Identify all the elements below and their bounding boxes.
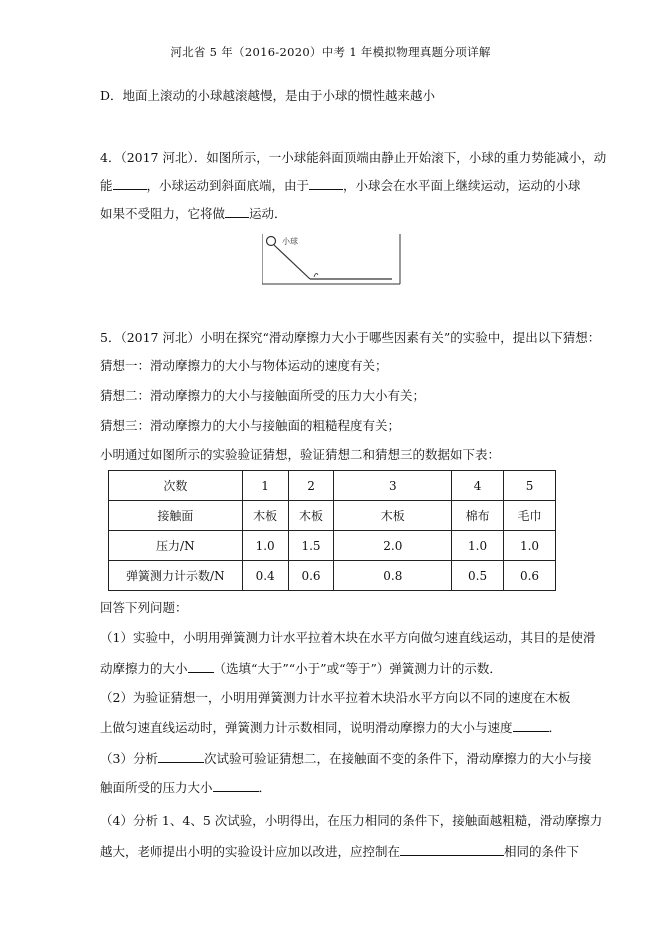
answer-intro: 回答下列问题： <box>100 600 188 615</box>
q5-p2-line2 <box>100 719 561 736</box>
table-cell: 压力/N <box>109 531 243 561</box>
ball-icon <box>267 237 276 246</box>
q5-text: 触面所受的压力大小 <box>100 780 213 795</box>
table-cell: 0.6 <box>288 561 334 591</box>
q5-guess1: 猜想一：滑动摩擦力的大小与物体运动的速度有关； <box>100 358 388 373</box>
q4-text: 如果不受阻力，它将做 <box>100 206 226 221</box>
answer-blank <box>225 205 249 218</box>
answer-blank <box>158 750 204 763</box>
table-row <box>109 561 556 591</box>
q5-text: ． <box>548 720 562 735</box>
q5-p4-line2 <box>100 843 579 860</box>
table-cell: 木板 <box>242 501 288 531</box>
q5-guess3: 猜想三：滑动摩擦力的大小与接触面的粗糙程度有关； <box>100 418 401 433</box>
q4-text: 能 <box>100 178 113 193</box>
table-cell: 1.5 <box>288 531 334 561</box>
q5-p1-line2 <box>100 660 502 677</box>
table-cell: 5 <box>504 471 556 501</box>
q4-line3 <box>100 205 287 222</box>
q4-text: ，小球会在水平面上继续运动，运动的小球 <box>343 178 581 193</box>
q5-text: 越大，老师提出小明的实验设计应加以改进，应控制在 <box>100 844 401 859</box>
incline-line <box>274 245 310 279</box>
q5-table-intro: 小明通过如图所示的实验验证猜想，验证猜想二和猜想三的数据如下表： <box>100 447 501 462</box>
q5-text: 次试验可验证猜想二，在接触面不变的条件下，滑动摩擦力的大小与接 <box>203 751 592 766</box>
page-header: 河北省 5 年（2016-2020）中考 1 年模拟物理真题分项详解 <box>170 45 491 59</box>
q5-p3-line2 <box>100 779 271 796</box>
q5-text: （3）分析 <box>100 751 158 766</box>
table-cell: 0.8 <box>334 561 452 591</box>
q5-text: （选填“大于”“小于”或“等于”）弹簧测力计的示数． <box>213 661 502 676</box>
q5-text: 上做匀速直线运动时，弹簧测力计示数相同，说明滑动摩擦力的大小与速度 <box>100 720 513 735</box>
table-cell: 弹簧测力计示数/N <box>109 561 243 591</box>
table-cell: 0.4 <box>242 561 288 591</box>
table-cell: 1.0 <box>504 531 556 561</box>
answer-blank <box>309 177 343 190</box>
table-cell: 1.0 <box>452 531 504 561</box>
table-cell: 4 <box>452 471 504 501</box>
answer-blank <box>213 779 259 792</box>
answer-blank <box>113 177 147 190</box>
table-cell: 3 <box>334 471 452 501</box>
answer-blank <box>513 719 549 732</box>
table-cell: 0.6 <box>504 561 556 591</box>
option-d: D．地面上滚动的小球越滚越慢，是由于小球的惯性越来越小 <box>100 88 436 103</box>
table-cell: 1 <box>242 471 288 501</box>
table-row <box>109 471 556 501</box>
q4-line2 <box>100 177 581 194</box>
table-row <box>109 501 556 531</box>
q5-p1-line1: （1）实验中，小明用弹簧测力计水平拉着木块在水平方向做匀速直线运动，其目的是使滑 <box>100 630 596 645</box>
q5-p3-line1 <box>100 750 591 767</box>
table-cell: 木板 <box>288 501 334 531</box>
q4-line1: 4．（2017 河北）．如图所示，一小球能斜面顶端由静止开始滚下，小球的重力势能减小，动 <box>100 150 607 165</box>
answer-blank <box>188 660 214 673</box>
data-table <box>108 470 556 591</box>
table-cell: 棉布 <box>452 501 504 531</box>
q5-intro: 5．（2017 河北）小明在探究“滑动摩擦力大小于哪些因素有关”的实验中，提出以下猜想： <box>100 330 601 345</box>
table-cell: 1.0 <box>242 531 288 561</box>
table-cell: 2.0 <box>334 531 452 561</box>
q5-p2-line1: （2）为验证猜想一，小明用弹簧测力计水平拉着木块沿水平方向以不同的速度在木板 <box>100 690 571 705</box>
q5-p4-line1: （4）分析 1、4、5 次试验，小明得出，在压力相同的条件下，接触面越粗糙，滑动摩擦力 <box>100 813 603 828</box>
table-cell: 木板 <box>334 501 452 531</box>
q5-text: ． <box>258 780 272 795</box>
q5-guess2: 猜想二：滑动摩擦力的大小与接触面所受的压力大小有关； <box>100 388 426 403</box>
q4-text: 运动． <box>249 206 287 221</box>
table-cell: 0.5 <box>452 561 504 591</box>
table-cell: 接触面 <box>109 501 243 531</box>
incline-figure <box>262 232 404 288</box>
table-cell: 次数 <box>109 471 243 501</box>
q5-text: 相同的条件下 <box>504 844 580 859</box>
ball-label: 小球 <box>282 237 298 246</box>
table-row <box>109 531 556 561</box>
table-cell: 2 <box>288 471 334 501</box>
table-cell: 毛巾 <box>504 501 556 531</box>
q4-text: ，小球运动到斜面底端，由于 <box>146 178 310 193</box>
q5-text: 动摩擦力的大小 <box>100 661 188 676</box>
answer-blank <box>400 843 504 856</box>
roll-mark-icon <box>314 273 318 277</box>
